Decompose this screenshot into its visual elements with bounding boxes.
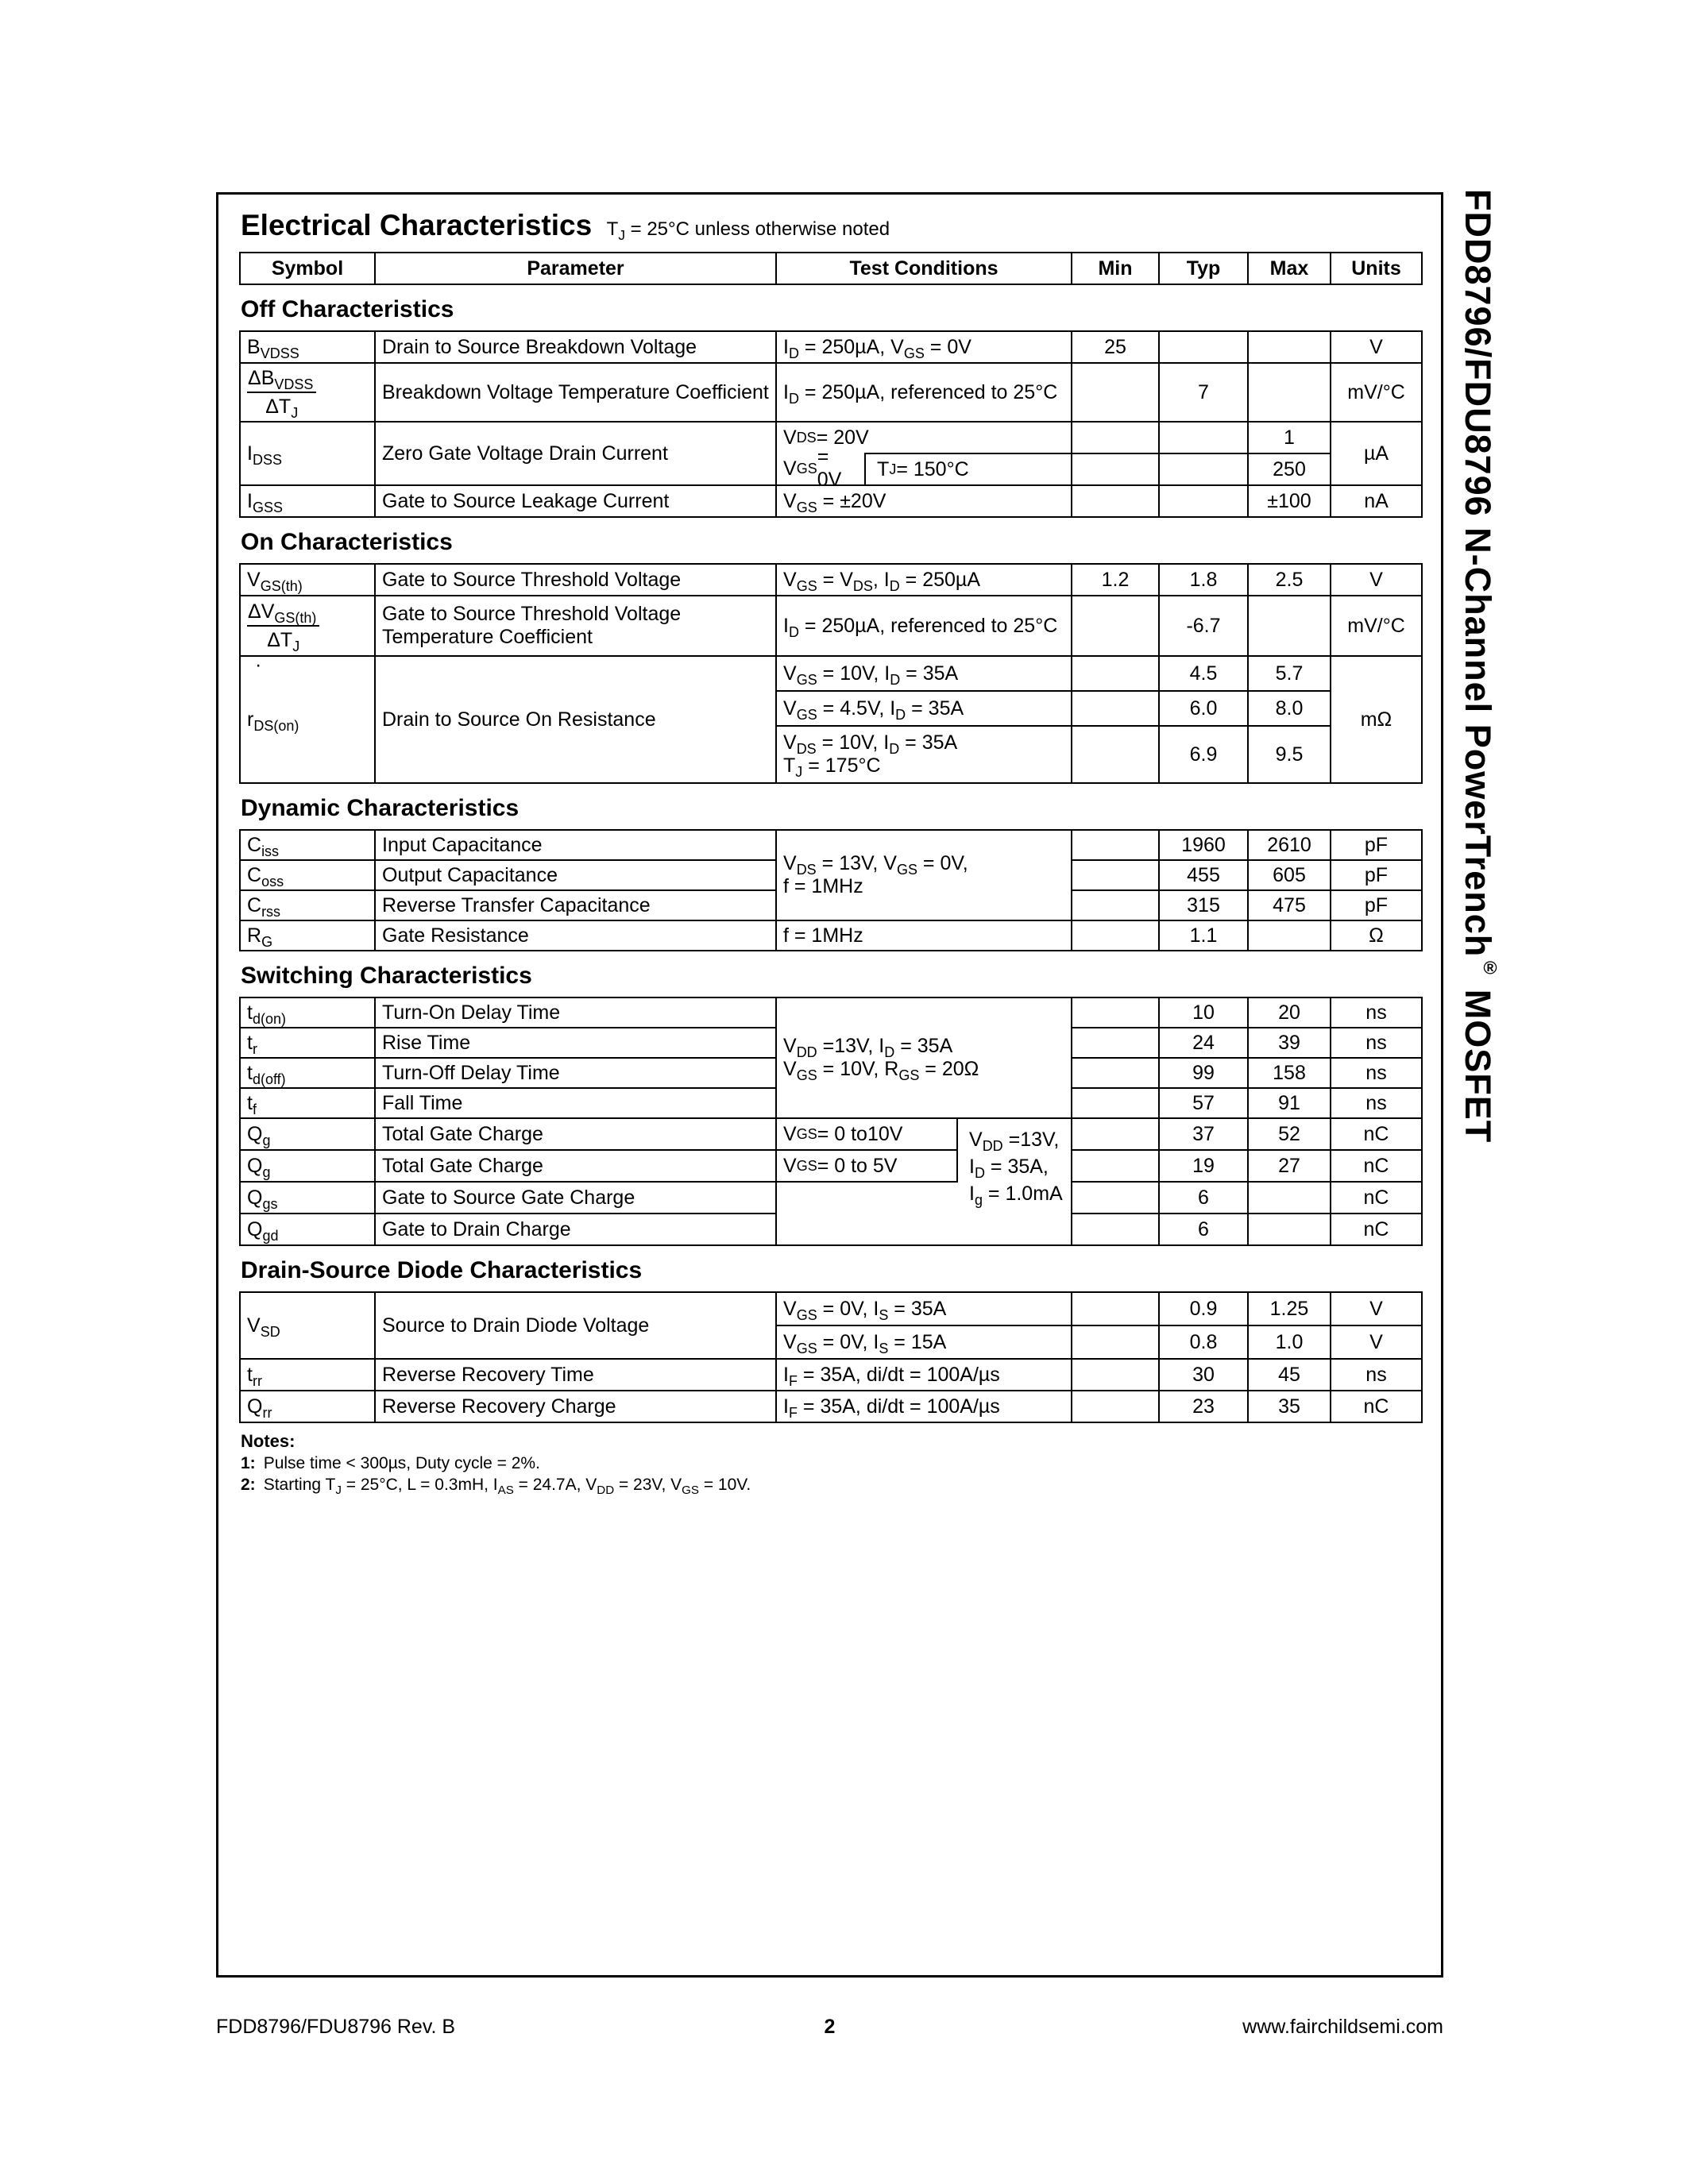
side-title-text: FDD8796/FDU8796 N-Channel PowerTrench [1458,189,1498,958]
cell-units: nC [1331,1150,1422,1182]
table-row [240,997,1422,1028]
section-title-switching-characteristics: Switching Characteristics [241,963,532,989]
cell-typ: 6 [1159,1214,1248,1245]
cell-test-conditions: $V_{DS} = 13V$, $V_{GS} = 0V$, f = 1MHz [776,830,1072,920]
cell-typ: 99 [1159,1058,1248,1088]
cell-min: 1.2 [1072,564,1159,596]
content-frame [216,192,1443,1978]
cell-units: pF [1331,830,1422,860]
notes-block [241,1431,1420,1498]
cell-symbol: $Q_{rr}$ [240,1391,375,1422]
table-row [240,830,1422,860]
cell-typ [1159,331,1248,363]
cell-test-conditions: $I_D = 250\mu A$, $V_{GS} = 0V$ [776,331,1072,363]
cell-max: 45 [1248,1359,1331,1391]
cell-units: nA [1331,485,1422,517]
cell-max: ±100 [1248,485,1331,517]
cell-units: ns [1331,1359,1422,1391]
table-row [240,331,1422,363]
cell-typ [1159,485,1248,517]
col-header-units: Units [1331,253,1422,284]
cell-typ: 1.1 [1159,920,1248,951]
section-title-diode-characteristics: Drain-Source Diode Characteristics [241,1257,643,1283]
note-1 [241,1454,1420,1473]
table-dynamic-characteristics [239,829,1423,951]
cell-max: 2.5 [1248,564,1331,596]
conditions-note: $T_J = 25^\circ C$ unless otherwise noted [606,218,890,243]
cell-symbol: $C_{iss}$ [240,830,375,860]
cell-max: 5.7 [1248,656,1331,691]
cell-parameter: Total Gate Charge [375,1150,776,1182]
cell-symbol: $I_{GSS}$ [240,485,375,517]
cell-max: 52 [1248,1118,1331,1150]
cell-max [1248,920,1331,951]
col-header-parameter: Parameter [375,253,776,284]
cell-max: 1.0 [1248,1325,1331,1359]
cell-typ: 6.9 [1159,726,1248,783]
cell-parameter: Reverse Transfer Capacitance [375,890,776,920]
cell-max: 27 [1248,1150,1331,1182]
side-title-suffix: MOSFET [1458,978,1498,1144]
cell-typ: 30 [1159,1359,1248,1391]
cell-units: ns [1331,1058,1422,1088]
cell-units: nC [1331,1391,1422,1422]
cell-min [1072,860,1159,890]
test-condition-text: V GS = 0V [783,446,842,491]
cell-typ: 37 [1159,1118,1248,1150]
cell-test-conditions: $V_{GS} = 10V$, $I_D = 35A$ [776,656,1072,691]
footer-document-revision: FDD8796/FDU8796 Rev. B [216,2016,456,2038]
cell-max: 605 [1248,860,1331,890]
symbol-fraction [247,600,319,652]
cell-units: µA [1331,422,1422,485]
cell-typ: 23 [1159,1391,1248,1422]
table-row [240,1359,1422,1391]
cell-parameter: Source to Drain Diode Voltage [375,1292,776,1359]
cell-min [1072,920,1159,951]
symbol-fraction-numerator: $\Delta B_{VDSS}$ [247,366,316,393]
symbol-text: $r_{DS(on)}$ [247,708,299,734]
table-column-headers [239,252,1423,285]
cell-parameter: Zero Gate Voltage Drain Current [375,422,776,485]
section-title-off-characteristics: Off Characteristics [241,296,454,322]
table-row [240,485,1422,517]
cell-test-conditions: $V_{GS} = V_{DS}$, $I_D = 250\mu A$ [776,564,1072,596]
cell-parameter: Gate Resistance [375,920,776,951]
section-title-dynamic-characteristics: Dynamic Characteristics [241,795,520,821]
cell-max: 2610 [1248,830,1331,860]
table-row [240,422,1422,453]
cell-units: V [1331,1325,1422,1359]
cell-symbol: $C_{rss}$ [240,890,375,920]
symbol-fraction-denominator: $\Delta T_J$ [265,396,299,421]
cell-typ: 0.9 [1159,1292,1248,1325]
footer-page-number: 2 [824,2016,836,2038]
cell-test-conditions [776,1118,1072,1245]
cell-max: 1 [1248,422,1331,453]
cell-min [1072,596,1159,656]
test-conditions-stack [777,423,1071,491]
cell-units: mV/°C [1331,596,1422,656]
cell-symbol: $Q_{gd}$ [240,1214,375,1245]
cell-max: 158 [1248,1058,1331,1088]
cell-test-conditions: $I_F = 35A$, di/dt = 100A/µs [776,1359,1072,1391]
table-on-characteristics [239,563,1423,784]
table-row [240,253,1422,284]
cell-min [1072,1150,1159,1182]
cell-parameter: Output Capacitance [375,860,776,890]
cell-min [1072,726,1159,783]
electrical-characteristics-header [241,209,1420,242]
cell-symbol [240,596,375,656]
cell-typ: 315 [1159,890,1248,920]
cell-parameter: Breakdown Voltage Temperature Coefficient [375,363,776,422]
cell-symbol: $t_f$ [240,1088,375,1118]
table-row [240,363,1422,422]
col-header-max: Max [1248,253,1331,284]
table-row [240,920,1422,951]
cell-test-conditions: f = 1MHz [776,920,1072,951]
test-condition-box: V GS = 0 to10V [777,1119,958,1151]
cell-parameter: Reverse Recovery Charge [375,1391,776,1422]
test-condition-box: V GS = 0 to 5V [777,1151,958,1183]
cell-typ: 19 [1159,1150,1248,1182]
section-title-on-characteristics: On Characteristics [241,529,453,555]
cell-min [1072,1028,1159,1058]
cell-parameter: Drain to Source Breakdown Voltage [375,331,776,363]
symbol-fraction-numerator: $\Delta V_{GS(th)}$ [247,600,319,627]
cell-parameter: Fall Time [375,1088,776,1118]
cell-test-conditions [776,422,1072,491]
cell-max: 91 [1248,1088,1331,1118]
cell-min: 25 [1072,331,1159,363]
note-marker-dot: · [255,654,262,676]
registered-trademark-symbol: ® [1480,957,1501,979]
cell-typ: 57 [1159,1088,1248,1118]
cell-symbol: $I_{DSS}$ [240,422,375,485]
cell-test-conditions: $V_{GS} = 4.5V$, $I_D = 35A$ [776,691,1072,726]
note-1-number: 1: [241,1454,256,1472]
cell-max: 9.5 [1248,726,1331,783]
cell-parameter: Gate to Source Threshold Voltage Temperature Coefficient [375,596,776,656]
note-2-number: 2: [241,1476,256,1494]
cell-parameter: Gate to Drain Charge [375,1214,776,1245]
note-2 [241,1476,1420,1498]
cell-min [1072,830,1159,860]
cell-symbol: $Q_g$ [240,1150,375,1182]
cell-min [1072,1292,1159,1325]
page-title: Electrical Characteristics [241,209,593,241]
note-1-text: Pulse time < 300µs, Duty cycle = 2%. [263,1454,540,1472]
cell-symbol: $t_r$ [240,1028,375,1058]
notes-title: Notes: [241,1431,295,1451]
footer-website-url: www.fairchildsemi.com [1242,2016,1443,2038]
cell-symbol: $B_{VDSS}$ [240,331,375,363]
cell-units: nC [1331,1214,1422,1245]
col-header-min: Min [1072,253,1159,284]
cell-parameter: Drain to Source On Resistance [375,656,776,783]
cell-min [1072,890,1159,920]
cell-typ: 1960 [1159,830,1248,860]
cell-units: V [1331,564,1422,596]
cell-parameter: Reverse Recovery Time [375,1359,776,1391]
cell-test-conditions: $V_{GS} = 0V$, $I_S = 35A$ [776,1292,1072,1325]
cell-min [1072,1118,1159,1150]
cell-symbol: $t_{rr}$ [240,1359,375,1391]
cell-min [1072,1058,1159,1088]
cell-max [1248,331,1331,363]
cell-parameter: Total Gate Charge [375,1118,776,1150]
cell-parameter: Gate to Source Leakage Current [375,485,776,517]
cell-test-conditions: $V_{GS} = \pm 20V$ [776,485,1072,517]
col-header-test-conditions: Test Conditions [776,253,1072,284]
cell-units: ns [1331,1028,1422,1058]
table-off-characteristics [239,330,1423,518]
cell-typ [1159,422,1248,453]
cell-test-conditions: $I_D = 250\mu A$, referenced to 25°C [776,363,1072,422]
cell-typ: 7 [1159,363,1248,422]
table-diode-characteristics [239,1291,1423,1423]
cell-symbol: $t_{d(off)}$ [240,1058,375,1088]
cell-parameter: Rise Time [375,1028,776,1058]
cell-max [1248,363,1331,422]
table-row [240,656,1422,691]
cell-max: 8.0 [1248,691,1331,726]
symbol-fraction [247,366,316,419]
cell-typ: 6.0 [1159,691,1248,726]
cell-symbol: $t_{d(on)}$ [240,997,375,1028]
cell-max: 35 [1248,1391,1331,1422]
cell-typ: 24 [1159,1028,1248,1058]
cell-max: 250 [1248,453,1331,485]
col-header-typ: Typ [1159,253,1248,284]
cell-units: ns [1331,1088,1422,1118]
cell-units: ns [1331,997,1422,1028]
cell-test-conditions: $I_F = 35A$, di/dt = 100A/µs [776,1391,1072,1422]
cell-units: pF [1331,860,1422,890]
table-row [240,1391,1422,1422]
cell-test-conditions: $V_{GS} = 0V$, $I_S = 15A$ [776,1325,1072,1359]
symbol-fraction-denominator: $\Delta T_J$ [267,629,300,654]
table-row [240,1292,1422,1325]
cell-symbol: $R_G$ [240,920,375,951]
test-condition-box: T J = 150°C [864,453,1071,484]
test-conditions-stack [777,1119,1071,1244]
cell-typ: 1.8 [1159,564,1248,596]
cell-min [1072,422,1159,453]
cell-max: 1.25 [1248,1292,1331,1325]
col-header-symbol: Symbol [240,253,375,284]
cell-typ: 0.8 [1159,1325,1248,1359]
cell-parameter: Gate to Source Threshold Voltage [375,564,776,596]
cell-symbol: $Q_{gs}$ [240,1182,375,1214]
cell-units: V [1331,331,1422,363]
test-condition-line [777,446,1071,491]
cell-min [1072,656,1159,691]
cell-symbol: $V_{GS(th)}$ [240,564,375,596]
cell-max: 20 [1248,997,1331,1028]
cell-symbol: $C_{oss}$ [240,860,375,890]
test-condition-line: V DS = 20V [783,426,869,449]
cell-typ: 455 [1159,860,1248,890]
cell-min [1072,1359,1159,1391]
table-switching-characteristics [239,997,1423,1246]
cell-units: pF [1331,890,1422,920]
cell-typ: -6.7 [1159,596,1248,656]
cell-parameter: Turn-Off Delay Time [375,1058,776,1088]
cell-test-conditions: $V_{DD} =13V$, $I_D = 35A$ $V_{GS} = 10V$, $R_{GS} = 20\Omega$ [776,997,1072,1118]
table-row [240,1118,1422,1150]
cell-parameter: Gate to Source Gate Charge [375,1182,776,1214]
cell-units: nC [1331,1118,1422,1150]
cell-units: nC [1331,1182,1422,1214]
cell-max: 475 [1248,890,1331,920]
cell-max [1248,1182,1331,1214]
cell-symbol [240,656,375,783]
cell-min [1072,1088,1159,1118]
cell-symbol [240,363,375,422]
cell-min [1072,1214,1159,1245]
cell-units: Ω [1331,920,1422,951]
cell-max: 39 [1248,1028,1331,1058]
cell-min [1072,485,1159,517]
cell-min [1072,363,1159,422]
cell-typ: 10 [1159,997,1248,1028]
cell-test-conditions: $V_{DS} = 10V$, $I_D = 35A$ $T_J = 175^\circ C$ [776,726,1072,783]
cell-test-conditions: $I_D = 250\mu A$, referenced to 25°C [776,596,1072,656]
cell-min [1072,1391,1159,1422]
cell-min [1072,1182,1159,1214]
cell-units: V [1331,1292,1422,1325]
cell-min [1072,1325,1159,1359]
cell-min [1072,453,1159,485]
note-2-text: Starting $T_J = 25^\circ C$, L = 0.3mH, $I_{AS} = 24.7A$, $V_{DD} = 23V$, $V_{GS} = 10V$. [263,1476,751,1498]
table-row [240,564,1422,596]
cell-symbol: $Q_g$ [240,1118,375,1150]
cell-units: mΩ [1331,656,1422,783]
cell-parameter: Turn-On Delay Time [375,997,776,1028]
cell-max [1248,596,1331,656]
cell-min [1072,691,1159,726]
side-title-part-number [1457,189,1501,1143]
table-row [240,596,1422,656]
cell-min [1072,997,1159,1028]
cell-typ [1159,453,1248,485]
cell-parameter: Input Capacitance [375,830,776,860]
cell-units: mV/°C [1331,363,1422,422]
cell-typ: 6 [1159,1182,1248,1214]
cell-symbol: $V_{SD}$ [240,1292,375,1359]
cell-typ: 4.5 [1159,656,1248,691]
test-condition-shared: $V_{DD} =13V$, $I_D = 35A$, $I_g = 1.0mA$ [969,1129,1063,1208]
cell-max [1248,1214,1331,1245]
